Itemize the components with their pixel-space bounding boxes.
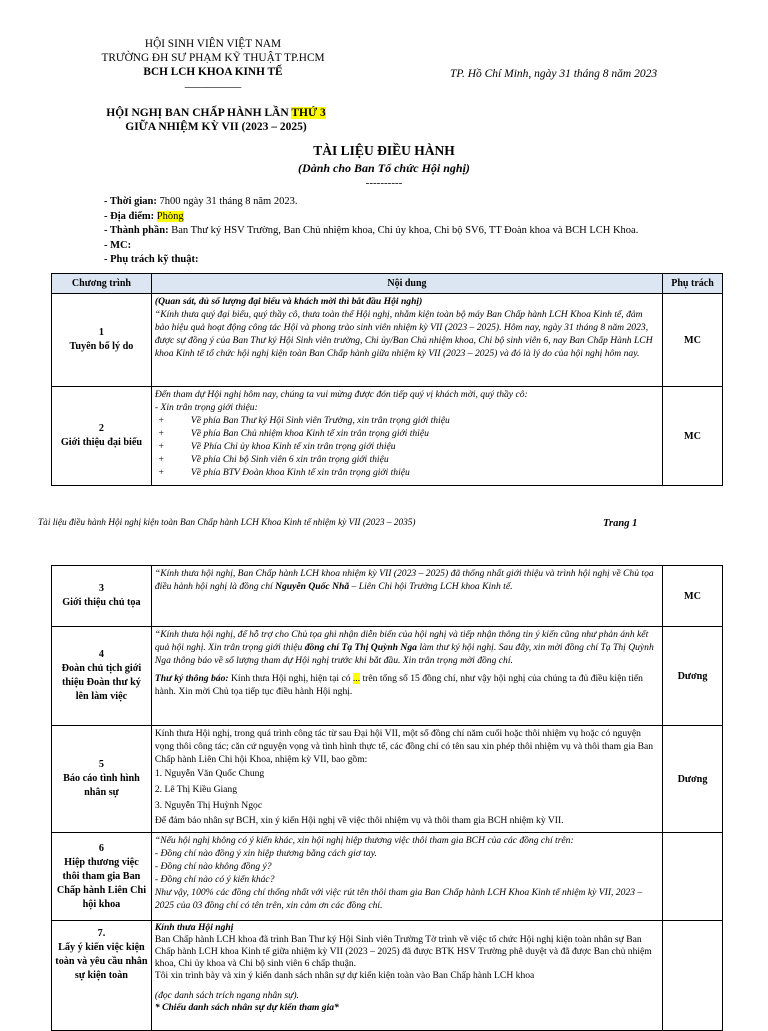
conference-subtitle: GIỮA NHIỆM KỲ VII (2023 – 2025) <box>125 121 307 133</box>
col-header-resp: Phụ trách <box>663 274 723 294</box>
row-program: 2 Giới thiệu đại biểu <box>52 387 152 486</box>
org-line-3: BCH LCH KHOA KINH TẾ <box>143 66 283 78</box>
row-resp: Dương <box>663 726 723 833</box>
list-item: + Về phía Ban Chủ nhiệm khoa Kinh tế xin trân trọng giới thiệu <box>157 428 429 439</box>
list-item: + Về phía Chi bộ Sinh viên 6 xin trân trọng giới thiệu <box>157 454 389 465</box>
agenda-table-page2 <box>51 565 723 1031</box>
table-row <box>52 921 723 1031</box>
row-resp <box>663 833 723 921</box>
list-item: 2. Lê Thị Kiều Giang <box>154 784 238 795</box>
conference-title-main: HỘI NGHỊ BAN CHẤP HÀNH LẦN <box>106 107 292 119</box>
row-resp: MC <box>663 387 723 486</box>
agenda-table-page1 <box>51 273 723 486</box>
footer-text: Tài liệu điều hành Hội nghị kiện toàn Ban Chấp hành LCH Khoa Kinh tế nhiệm kỳ VII (2023 – 2035) <box>38 518 416 528</box>
col-header-program: Chương trình <box>52 274 152 294</box>
doc-dashes: ---------- <box>365 177 403 189</box>
info-place: - Địa điểm: Phòng <box>104 210 184 222</box>
list-item: 3. Nguyễn Thị Huỳnh Ngọc <box>154 800 263 811</box>
table-row <box>52 387 723 486</box>
table-row <box>52 294 723 387</box>
table-row <box>52 566 723 627</box>
list-item: 1. Nguyễn Văn Quốc Chung <box>154 768 265 779</box>
document-date: TP. Hồ Chí Minh, ngày 31 tháng 8 năm 2023 <box>450 68 658 80</box>
row-content: Đến tham dự Hội nghị hôm nay, chúng ta vui mừng được đón tiếp quý vị khách mời, quý thầy cô: - Xin trân trọng giới thiệu: + Về phía Ban Thư ký Hội Sinh viên Trường, xin trân trọng giới thiệu + Về phía Ban Chủ nhiệm khoa Kinh tế xin trân trọng giới thiệu + Về Phía Chi ủy khoa Kinh tế xin trân trọng giới thiệu + Về phía Chi bộ Sinh viên 6 xin trân trọng giới thiệu + Về phía BTV Đoàn khoa Kinh tế xin trân trọng giới thiệu <box>151 387 662 486</box>
doc-title: TÀI LIỆU ĐIỀU HÀNH <box>313 143 455 158</box>
org-line-2: TRƯỜNG ĐH SƯ PHẠM KỸ THUẬT TP.HCM <box>101 52 325 64</box>
doc-subtitle: (Dành cho Ban Tổ chức Hội nghị) <box>298 161 470 175</box>
info-tech: - Phụ trách kỹ thuật: <box>104 254 199 265</box>
table-row <box>52 726 723 833</box>
row-program: 3 Giới thiệu chủ tọa <box>52 566 152 627</box>
row-content: “Kính thưa hội nghị, Ban Chấp hành LCH khoa nhiệm kỳ VII (2023 – 2025) đã thống nhất giới thiệu và trình hội nghị về Chủ tọa điều hành hội nghị là đồng chí Nguyễn Quốc Nhã – Liên Chi hội Trưởng LCH khoa Kinh tế. <box>151 566 662 627</box>
row-content: “Kính thưa hội nghị, để hỗ trợ cho Chủ tọa ghi nhận diễn biến của hội nghị và tiếp nhận thông tin ý kiến cũng như phản ánh kết quả hội nghị. Xin trân trọng giới thiệu đồng chí Tạ Thị Quỳnh Nga làm thư ký hội nghị. Sau đây, xin mời đồng chí Tạ Thị Quỳnh Nga thông báo về số lượng tham dự Hội nghị trước khi bắt đầu. Xin trân trọng mời đồng chí. Thư ký thông báo: Kính thưa Hội nghị, hiện tại có ... trên tổng số 15 đồng chí, như vậy hội nghị của chúng ta đủ điều kiện tiến hành. Xin mời Chủ tọa tiếp tục điều hành Hội nghị. <box>151 627 662 726</box>
page-break <box>0 540 768 564</box>
row-program: 7. Lấy ý kiến việc kiện toàn và yêu cầu nhân sự kiện toàn <box>52 921 152 1031</box>
row-program: 1 Tuyên bố lý do <box>52 294 152 387</box>
conference-title <box>96 106 336 134</box>
table-row <box>52 627 723 726</box>
list-item: + Về phía BTV Đoàn khoa Kinh tế xin trân trọng giới thiệu <box>157 467 410 478</box>
row-program: 5 Báo cáo tình hình nhân sự <box>52 726 152 833</box>
row-resp <box>663 921 723 1031</box>
meeting-info <box>104 195 638 268</box>
list-item: + Về phía Ban Thư ký Hội Sinh viên Trường, xin trân trọng giới thiệu <box>157 415 450 426</box>
row-resp: Dương <box>663 627 723 726</box>
row-resp: MC <box>663 294 723 387</box>
list-item: + Về Phía Chi ủy khoa Kinh tế xin trân trọng giới thiệu <box>157 441 396 452</box>
header-org-block <box>88 37 338 87</box>
row-content: Kính thưa Hội nghị, trong quá trình công tác từ sau Đại hội VII, một số đồng chí năm cuối hoặc thôi nhiệm vụ hoặc có nguyện vọng thôi công tác; căn cứ nguyện vọng và tình hình thực tế, các đồng chí có tên sau xin phép thôi nhiệm vụ và thôi tham gia Ban Chấp hành Liên Chi hội Khoa, nhiệm kỳ VII, bao gồm: 1. Nguyễn Văn Quốc Chung 2. Lê Thị Kiều Giang 3. Nguyễn Thị Huỳnh Ngọc Để đảm bảo nhân sự BCH, xin ý kiến Hội nghị về việc thôi nhiệm vụ và thôi tham gia BCH nhiệm kỳ VII. <box>151 726 662 833</box>
row-program: 6 Hiệp thương việc thôi tham gia Ban Chấp hành Liên Chi hội khoa <box>52 833 152 921</box>
header-divider: __________ <box>184 77 242 89</box>
row-content: (Quan sát, dủ số lượng đại biểu và khách mời thì bắt đầu Hội nghị) “Kính thưa quý đại biểu, quý thầy cô, thưa toàn thể Hội nghị, nhằm kiện toàn bộ máy Ban Chấp hành LCH Khoa Kinh tế, đảm bảo hiệu quả hoạt động công tác Hội và phong trào sinh viên nhiệm kỳ VII (2023 – 2025). Hôm nay, ngày 31 tháng 8 năm 2023, được sự đồng ý của Ban Thư ký Hội Sinh viên trường, Chi ủy/Ban Chủ nhiệm khoa, Chi bộ sinh viên 6, nay Ban Chấp Hành LCH khoa Kinh tế tổ chức hội nghị kiện toàn Ban Chấp hành giữa nhiệm kỳ VII (2023 – 2025) và đó là lý do của hội nghị hôm nay. <box>151 294 662 387</box>
conference-number: THỨ 3 <box>291 107 326 119</box>
row-content: “Nếu hội nghị không có ý kiến khác, xin hội nghị hiệp thương việc thôi tham gia BCH của các đồng chí trên: - Đồng chí nào đồng ý xin hiệp thương bằng cách giơ tay. - Đồng chí nào không đồng ý? - Đồng chí nào có ý kiến khác? Như vậy, 100% các đồng chí thống nhất với việc rút tên thôi tham gia Ban Chấp hành LCH Khoa Kinh tế nhiệm kỳ VII, 2023 – 2025 của 03 đồng chí có tên trên, xin cảm ơn các đồng chí. <box>151 833 662 921</box>
info-time: - Thời gian: 7h00 ngày 31 tháng 8 năm 2023. <box>104 196 298 207</box>
org-line-1: HỘI SINH VIÊN VIỆT NAM <box>144 38 282 50</box>
row-content: Kính thưa Hội nghị Ban Chấp hành LCH khoa đã trình Ban Thư ký Hội Sinh viên Trường Tờ trình về việc tổ chức Hội nghị kiện toàn nhân sự Ban Chấp hành LCH khoa Kinh tế giữa nhiệm kỳ VII (2023 – 2025) đã được BTK HSV Trường phê duyệt và đã được Ban chủ nhiệm khoa, Chi ủy khoa và Chi bộ sinh viên 6 chấp thuận. Tôi xin trình bày và xin ý kiến danh sách nhân sự dự kiến kiện toàn vào Ban Chấp hành LCH khoa (đọc danh sách trích ngang nhân sự). * Chiếu danh sách nhân sự dự kiến tham gia* <box>151 921 662 1031</box>
row-resp: MC <box>663 566 723 627</box>
info-mc: - MC: <box>104 239 132 251</box>
table-row <box>52 833 723 921</box>
footer-page-number: Trang 1 <box>603 518 638 529</box>
info-members: - Thành phần: Ban Thư ký HSV Trường, Ban Chủ nhiệm khoa, Chi ủy khoa, Chi bộ SV6, TT Đoàn khoa và BCH LCH Khoa. <box>104 225 639 236</box>
col-header-content: Nội dung <box>151 274 662 294</box>
row-program: 4 Đoàn chủ tịch giới thiệu Đoàn thư ký lên làm việc <box>52 627 152 726</box>
page-footer <box>38 518 738 528</box>
